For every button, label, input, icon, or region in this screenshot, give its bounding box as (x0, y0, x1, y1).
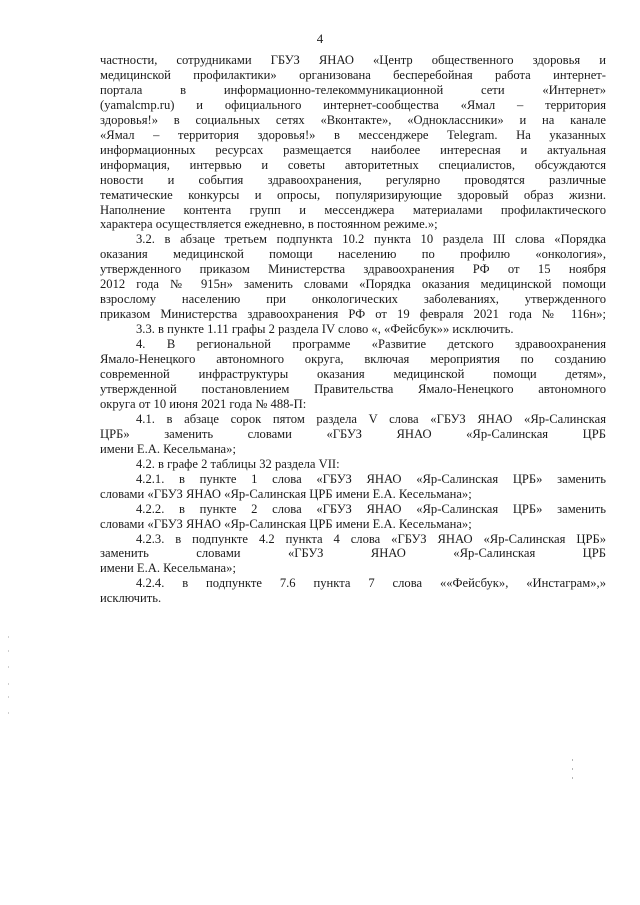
text-line: (yamalcmp.ru) и официального интернет-сообщества «Ямал – территория (100, 97, 606, 112)
page-number: 4 (316, 31, 324, 46)
text-line: 4.2.2. в пункте 2 слова «ГБУЗ ЯНАО «Яр-Салинская ЦРБ» заменить (136, 501, 606, 516)
scan-margin-marks (8, 636, 10, 726)
text-line: «Ямал – территория здоровья!» в мессенджере Telegram. На указанных (100, 127, 606, 142)
text-line: округа от 10 июня 2021 года № 488-П: (100, 396, 307, 411)
text-line: утвержденной постановлением Правительства Ямало-Ненецкого автономного (100, 381, 606, 396)
text-line: словами «ГБУЗ ЯНАО «Яр-Салинская ЦРБ имени Е.А. Кесельмана»; (100, 516, 472, 531)
text-line: ЦРБ» заменить словами «ГБУЗ ЯНАО «Яр-Салинская ЦРБ (100, 426, 606, 441)
text-line: 3.2. в абзаце третьем подпункта 10.2 пункта 10 раздела III слова «Порядка (136, 232, 606, 247)
text-line: взрослому населению при онкологических заболеваниях, утвержденного (100, 292, 606, 307)
text-line: 4.2.1. в пункте 1 слова «ГБУЗ ЯНАО «Яр-Салинская ЦРБ» заменить (136, 471, 606, 486)
text-line: заменить словами «ГБУЗ ЯНАО «Яр-Салинская ЦРБ (100, 546, 606, 561)
text-line: частности, сотрудниками ГБУЗ ЯНАО «Центр общественного здоровья и (100, 53, 606, 67)
text-line: имени Е.А. Кесельмана»; (100, 561, 236, 576)
text-line: 4. В региональной программе «Развитие детского здравоохранения (136, 337, 606, 352)
scan-speck-marks (572, 759, 574, 781)
text-line: 3.3. в пункте 1.11 графы 2 раздела IV слово «, «Фейсбук»» исключить. (136, 322, 514, 337)
text-line: характера осуществляется ежедневно, в постоянном режиме.»; (100, 217, 438, 232)
text-line: информационных ресурсах размещается наиболее интересная и актуальная (100, 142, 606, 157)
text-line: информация, интервью и советы авторитетных специалистов, обсуждаются (100, 157, 606, 172)
text-line: Наполнение контента групп и мессенджера материалами профилактического (100, 202, 606, 217)
text-line: современной инфраструктуры оказания медицинской помощи детям», (100, 367, 606, 382)
text-line: новости и события здравоохранения, регулярно проводятся различные (100, 172, 606, 187)
text-line: медицинской профилактики» организована бесперебойная работа интернет- (100, 67, 606, 82)
text-line: 4.2.4. в подпункте 7.6 пункта 7 слова ««Фейсбук», «Инстаграм»,» (136, 576, 606, 591)
text-line: Ямало-Ненецкого автономного округа, включая мероприятия по созданию (100, 352, 606, 367)
text-line: утвержденного приказом Министерства здравоохранения РФ от 15 ноября (100, 262, 606, 277)
text-line: 4.1. в абзаце сорок пятом раздела V слова «ГБУЗ ЯНАО «Яр-Салинская (136, 411, 606, 426)
document-body (100, 53, 606, 606)
text-line: портала в информационно-телекоммуникационной сети «Интернет» (100, 82, 606, 97)
text-line: имени Е.А. Кесельмана»; (100, 441, 236, 456)
text-line: исключить. (100, 591, 162, 606)
text-line: 4.2. в графе 2 таблицы 32 раздела VII: (136, 456, 340, 471)
text-line: здоровья!» в социальных сетях «Вконтакте», «Одноклассники» и на канале (100, 112, 606, 127)
text-line: словами «ГБУЗ ЯНАО «Яр-Салинская ЦРБ имени Е.А. Кесельмана»; (100, 486, 472, 501)
text-line: приказом Министерства здравоохранения РФ от 19 февраля 2021 года № 116н»; (100, 307, 606, 322)
text-line: 4.2.3. в подпункте 4.2 пункта 4 слова «ГБУЗ ЯНАО «Яр-Салинская ЦРБ» (136, 531, 606, 546)
text-line: оказания медицинской помощи населению по профилю «онкология», (100, 247, 606, 262)
text-line: тематические конкурсы и опросы, популяризирующие здоровый образ жизни. (100, 187, 606, 202)
text-line: 2012 года № 915н» заменить словами «Порядка оказания медицинской помощи (100, 277, 606, 292)
